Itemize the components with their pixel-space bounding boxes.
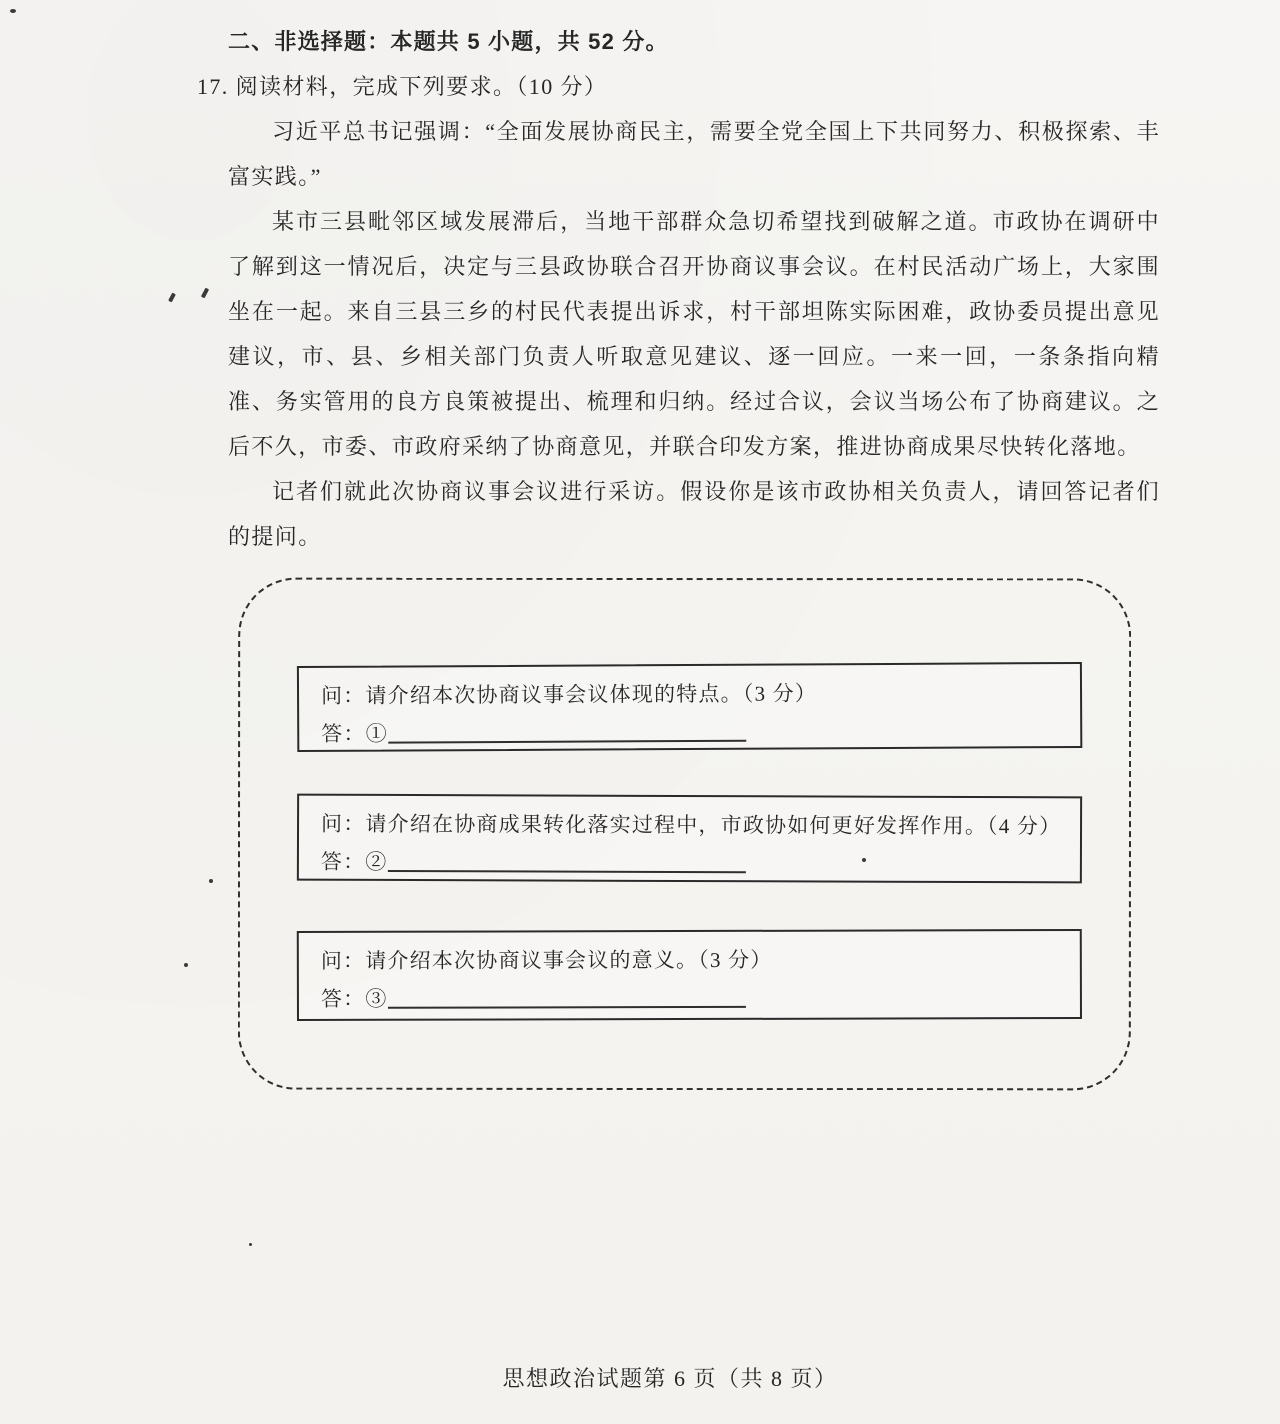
scan-speck xyxy=(10,9,16,13)
question-3-prompt: 问：请介绍本次协商议事会议的意义。（3 分） xyxy=(320,947,773,973)
question-3-answer-line xyxy=(321,978,1066,1018)
question-2-prompt: 问：请介绍在协商成果转化落实过程中，市政协如何更好发挥作用。（4 分） xyxy=(321,811,1062,839)
question-box-2 xyxy=(297,794,1082,884)
material-main-paragraph: 某市三县毗邻区域发展滞后，当地干部群众急切希望找到破解之道。市政协在调研中了解到这一情况后，决定与三县政协联合召开协商议事会议。在村民活动广场上，大家围坐在一起。来自三县三乡的村民代表提出诉求，村干部坦陈实际困难，政协委员提出意见建议，市、县、乡相关部门负责人听取意见建议、逐一回应。一来一回，一条条指向精准、务实管用的良方良策被提出、梳理和归纳。经过合议，会议当场公布了协商建议。之后不久，市委、市政府采纳了协商意见，并联合印发方案，推进协商成果尽快转化落地。 xyxy=(228,209,1160,459)
question-17-intro: 17. 阅读材料，完成下列要求。（10 分） xyxy=(197,74,608,99)
page-footer: 思想政治试题第 6 页（共 8 页） xyxy=(502,1366,838,1391)
circled-3-marker: ③ xyxy=(365,986,388,1011)
scan-speck xyxy=(201,288,209,299)
question-box-1 xyxy=(297,662,1082,752)
question-1-answer-line xyxy=(321,711,1066,753)
circled-2-marker: ② xyxy=(365,849,388,874)
section-header: 二、非选择题：本题共 5 小题，共 52 分。 xyxy=(228,29,669,54)
question-2-answer-line xyxy=(321,843,1066,884)
question-box-3 xyxy=(297,929,1082,1021)
answer-blank-1 xyxy=(388,718,746,744)
answer-blank-3 xyxy=(388,984,746,1009)
question-1-prompt: 问：请介绍本次协商议事会议体现的特点。（3 分） xyxy=(320,681,818,708)
circled-1-marker: ① xyxy=(365,721,388,746)
material-task-paragraph: 记者们就此次协商议事会议进行采访。假设你是该市政协相关负责人，请回答记者们的提问。 xyxy=(228,479,1160,549)
scan-speck xyxy=(249,1243,252,1246)
scan-speck xyxy=(862,858,866,862)
scan-speck xyxy=(184,963,188,967)
scan-speck xyxy=(209,879,213,883)
exam-body-text xyxy=(197,19,1160,559)
interview-dashed-frame xyxy=(238,578,1131,1091)
answer-blank-2 xyxy=(387,848,745,873)
material-quote-paragraph: 习近平总书记强调：“全面发展协商民主，需要全党全国上下共同努力、积极探索、丰富实践。” xyxy=(228,119,1160,189)
answer-label: 答： xyxy=(320,986,366,1011)
scan-speck xyxy=(168,293,176,303)
answer-label: 答： xyxy=(321,721,366,746)
answer-label: 答： xyxy=(320,849,366,874)
